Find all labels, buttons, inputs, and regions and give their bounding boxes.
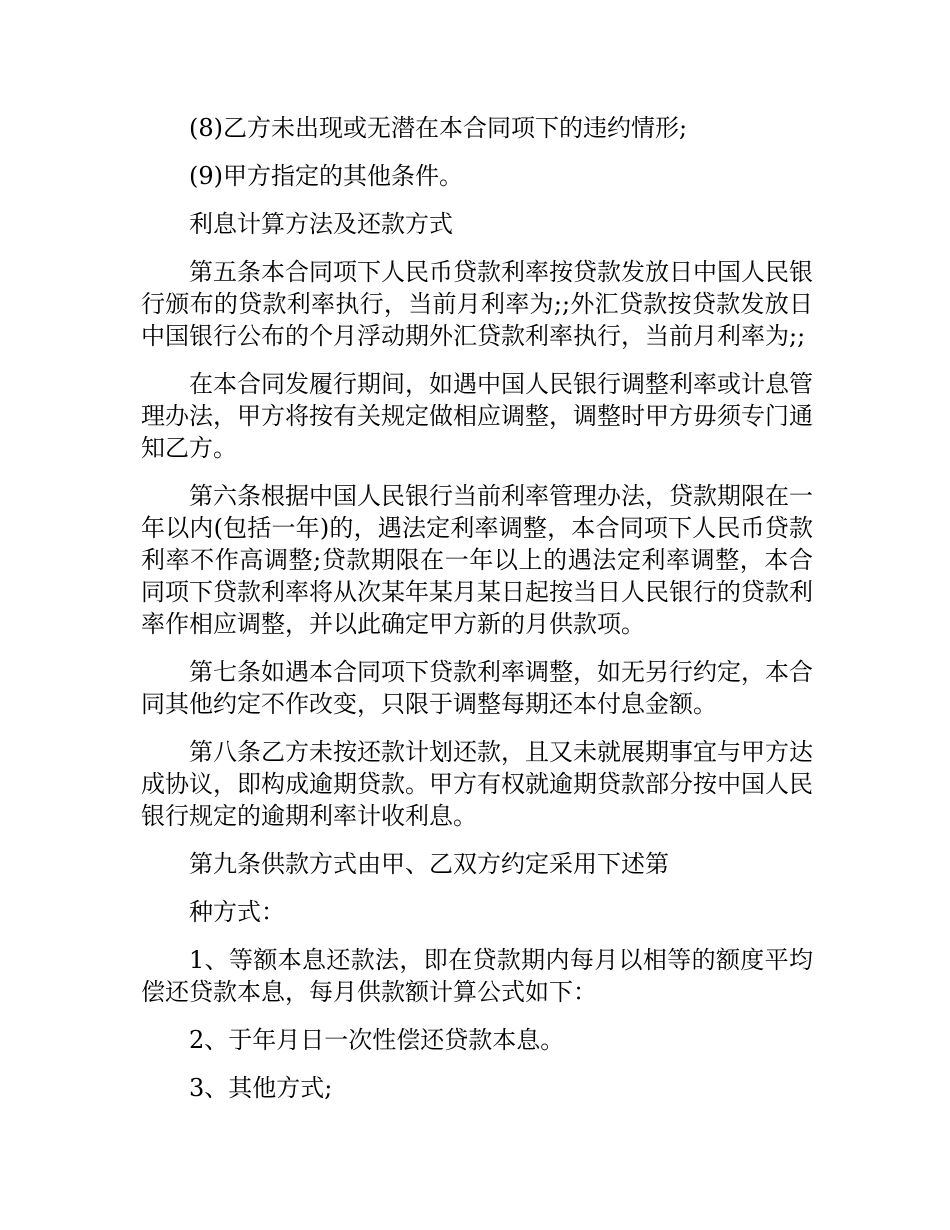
paragraph-article-6: 第六条根据中国人民银行当前利率管理办法，贷款期限在一年以内(包括一年)的，遇法定利率调整，本合同项下人民币贷款利率不作高调整;贷款期限在一年以上的遇法定利率调整，本合同项下贷款利率将从次某年某月某日起按当日人民银行的贷款利率作相应调整，并以此确定甲方新的月供款项。 xyxy=(141,482,813,638)
paragraph-rate-adjustment: 在本合同发履行期间，如遇中国人民银行调整利率或计息管理办法，甲方将按有关规定做相应调整，调整时甲方毋须专门通知乙方。 xyxy=(141,370,813,462)
list-item-method-1: 1、等额本息还款法，即在贷款期内每月以相等的额度平均偿还贷款本息，每月供款额计算公式如下： xyxy=(141,946,813,1006)
paragraph-article-5: 第五条本合同项下人民币贷款利率按贷款发放日中国人民银行颁布的贷款利率执行，当前月利率为;;外汇贷款按贷款发放日中国银行公布的个月浮动期外汇贷款利率执行，当前月利率为;; xyxy=(141,258,813,350)
list-item-method-3: 3、其他方式; xyxy=(189,1074,333,1102)
paragraph-method-count: 种方式： xyxy=(189,898,285,926)
paragraph-article-9: 第九条供款方式由甲、乙双方约定采用下述第 xyxy=(189,850,669,878)
section-heading-interest: 利息计算方法及还款方式 xyxy=(189,210,453,238)
paragraph-article-7: 第七条如遇本合同项下贷款利率调整，如无另行约定，本合同其他约定不作改变，只限于调整每期还本付息金额。 xyxy=(141,658,813,718)
paragraph-article-8: 第八条乙方未按还款计划还款，且又未就展期事宜与甲方达成协议，即构成逾期贷款。甲方有权就逾期贷款部分按中国人民银行规定的逾期利率计收利息。 xyxy=(141,738,813,830)
paragraph-condition-8: (8)乙方未出现或无潜在本合同项下的违约情形; xyxy=(189,114,688,142)
list-item-method-2: 2、于年月日一次性偿还贷款本息。 xyxy=(189,1026,565,1054)
document-body xyxy=(141,112,813,1120)
paragraph-condition-9: (9)甲方指定的其他条件。 xyxy=(189,162,463,190)
